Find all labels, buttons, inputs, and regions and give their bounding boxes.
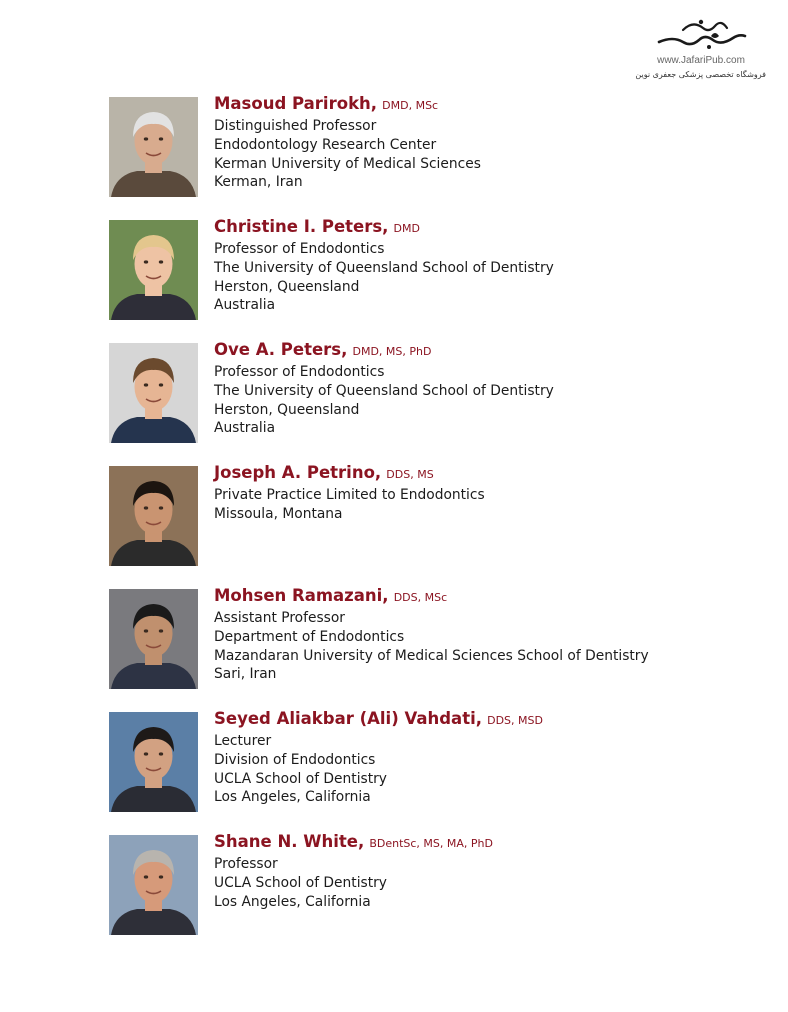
contributor-affiliation-line: Missoula, Montana	[214, 505, 343, 522]
contributor-photo	[109, 97, 198, 197]
contributor-affiliation-line: UCLA School of Dentistry	[214, 874, 387, 891]
contributor-affiliation-line: The University of Queensland School of Dentistry	[214, 382, 554, 399]
contributor-name-line	[214, 585, 734, 609]
contributor-photo	[109, 835, 198, 935]
contributor-affiliation-line: Australia	[214, 420, 276, 437]
contributor-affiliation-line: The University of Queensland School of Dentistry	[214, 259, 554, 276]
contributor-affiliation-line: Los Angeles, California	[214, 893, 371, 910]
contributor-affiliation-line: Kerman University of Medical Sciences	[214, 155, 481, 172]
contributor-affiliation-line: Australia	[214, 297, 276, 314]
contributor-info	[214, 462, 734, 524]
contributor-degrees: DDS, MSc	[393, 591, 448, 604]
contributor-name-line	[214, 339, 734, 363]
contributor-affiliation-line: Assistant Professor	[214, 610, 345, 626]
contributor-affiliation-line: Herston, Queensland	[214, 401, 360, 418]
contributor-name: Seyed Aliakbar (Ali) Vahdati,	[214, 709, 483, 728]
publisher-url: www.JafariPub.com	[657, 55, 745, 66]
contributor-name-line	[214, 708, 734, 732]
contributor-entry	[109, 586, 709, 689]
contributor-entry	[109, 217, 709, 320]
contributor-entry	[109, 832, 709, 935]
contributor-degrees: DMD, MSc	[382, 99, 439, 112]
contributor-degrees: BDentSc, MS, MA, PhD	[369, 837, 493, 850]
contributor-photo	[109, 712, 198, 812]
contributor-photo	[109, 343, 198, 443]
contributor-photo	[109, 220, 198, 320]
contributor-affiliation-line: Private Practice Limited to Endodontics	[214, 487, 485, 503]
contributor-affiliation-line: Distinguished Professor	[214, 118, 377, 134]
contributor-affiliation-line: Professor of Endodontics	[214, 241, 385, 257]
contributor-degrees: DMD	[393, 222, 420, 235]
contributor-affiliation-line: Lecturer	[214, 733, 272, 749]
contributor-degrees: DDS, MS	[386, 468, 434, 481]
contributor-affiliation-line: Department of Endodontics	[214, 628, 405, 645]
contributor-name: Ove A. Peters,	[214, 340, 348, 359]
contributor-name: Mohsen Ramazani,	[214, 586, 389, 605]
contributor-photo	[109, 589, 198, 689]
contributor-info	[214, 339, 734, 438]
contributor-name-line	[214, 831, 734, 855]
contributor-info	[214, 216, 734, 315]
contributor-affiliation-line: Herston, Queensland	[214, 278, 360, 295]
publisher-logo-mark	[653, 16, 749, 54]
publisher-logo	[636, 16, 766, 79]
contributor-entry	[109, 340, 709, 443]
contributor-name: Masoud Parirokh,	[214, 94, 378, 113]
contributor-entry	[109, 709, 709, 812]
contributor-info	[214, 708, 734, 807]
contributor-info	[214, 93, 734, 192]
contributor-name-line	[214, 216, 734, 240]
contributor-photo	[109, 466, 198, 566]
contributor-name-line	[214, 462, 734, 486]
contributor-info	[214, 585, 734, 684]
contributor-affiliation-line: Endodontology Research Center	[214, 136, 437, 153]
contributor-name: Shane N. White,	[214, 832, 365, 851]
contributor-affiliation-line: Professor of Endodontics	[214, 364, 385, 380]
contributor-affiliation-line: Kerman, Iran	[214, 174, 303, 191]
contributor-affiliation-line: Sari, Iran	[214, 666, 277, 683]
publisher-tagline: فروشگاه تخصصی پزشکی جعفری نوین	[635, 70, 766, 79]
contributor-entry	[109, 463, 709, 566]
contributor-affiliation-line: Los Angeles, California	[214, 789, 371, 806]
contributor-entry	[109, 94, 709, 197]
contributor-affiliation-line: Division of Endodontics	[214, 751, 376, 768]
contributor-info	[214, 831, 734, 911]
contributor-degrees: DDS, MSD	[487, 714, 543, 727]
contributor-name: Joseph A. Petrino,	[214, 463, 382, 482]
contributor-affiliation-line: Professor	[214, 856, 278, 872]
contributor-degrees: DMD, MS, PhD	[352, 345, 432, 358]
contributor-affiliation-line: Mazandaran University of Medical Sciences School of Dentistry	[214, 647, 649, 664]
contributor-affiliation-line: UCLA School of Dentistry	[214, 770, 387, 787]
contributor-name-line	[214, 93, 734, 117]
contributor-name: Christine I. Peters,	[214, 217, 389, 236]
